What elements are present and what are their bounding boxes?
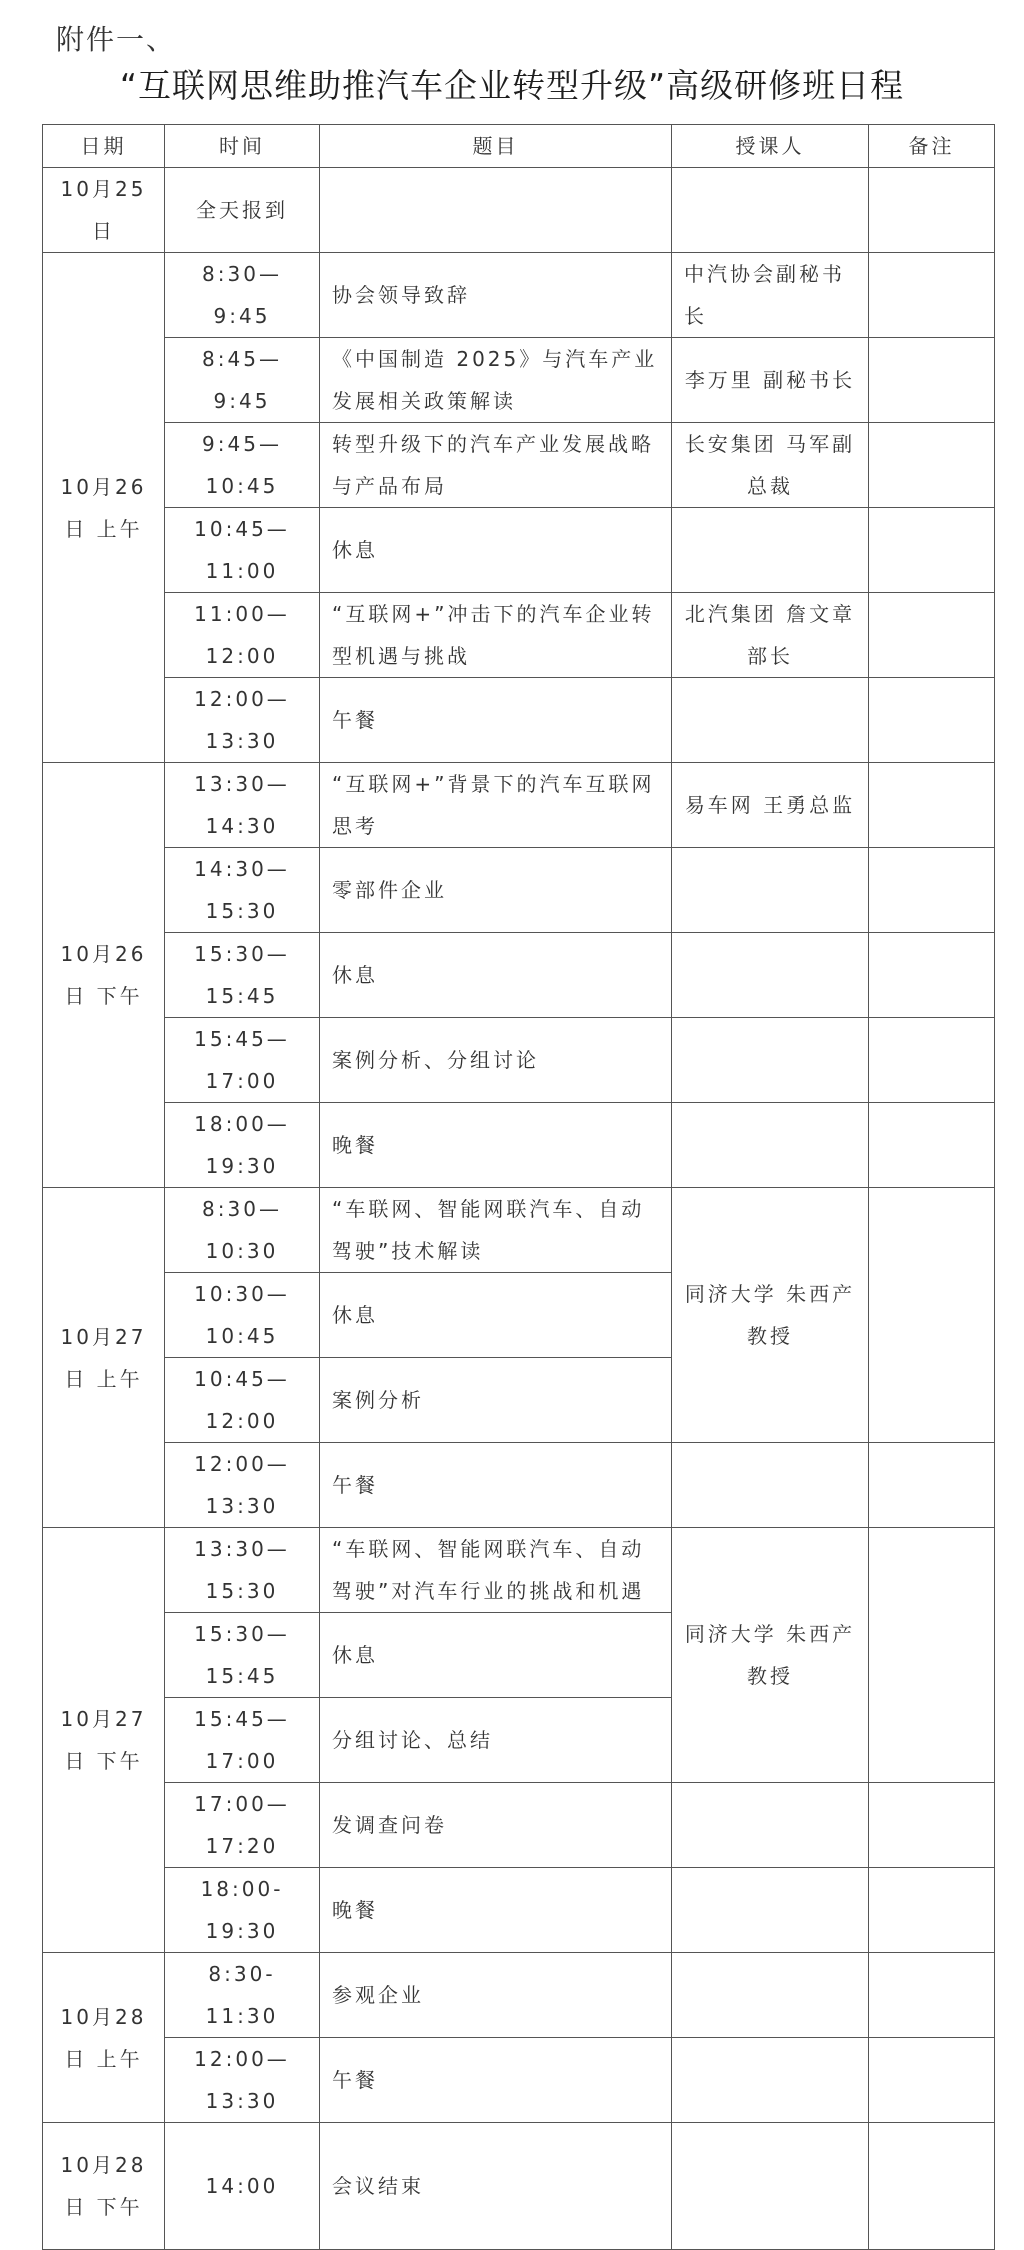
column-header-lecturer: 授课人 (672, 125, 869, 168)
topic-cell: 晚餐 (320, 1103, 672, 1188)
lecturer-cell (672, 848, 869, 933)
time-cell: 10:30—10:45 (165, 1273, 320, 1358)
time-cell: 18:00—19:30 (165, 1103, 320, 1188)
table-row (43, 423, 995, 508)
note-cell (869, 1443, 995, 1528)
topic-cell: “互联网+”背景下的汽车互联网思考 (320, 763, 672, 848)
time-cell: 10:45—12:00 (165, 1358, 320, 1443)
time-cell: 12:00—13:30 (165, 1443, 320, 1528)
topic-cell: 休息 (320, 1273, 672, 1358)
lecturer-cell (672, 1443, 869, 1528)
time-cell: 18:00-19:30 (165, 1868, 320, 1953)
table-row (43, 2123, 995, 2250)
lecturer-cell: 易车网 王勇总监 (672, 763, 869, 848)
time-cell: 13:30—15:30 (165, 1528, 320, 1613)
note-cell (869, 2038, 995, 2123)
topic-cell (320, 168, 672, 253)
note-cell (869, 423, 995, 508)
lecturer-cell: 长安集团 马军副总裁 (672, 423, 869, 508)
lecturer-cell (672, 1103, 869, 1188)
note-cell (869, 1953, 995, 2038)
topic-cell: 案例分析、分组讨论 (320, 1018, 672, 1103)
table-row (43, 1528, 995, 1613)
note-cell (869, 253, 995, 338)
topic-cell: 休息 (320, 508, 672, 593)
topic-cell: 会议结束 (320, 2123, 672, 2250)
lecturer-cell: 中汽协会副秘书长 (672, 253, 869, 338)
time-cell: 17:00—17:20 (165, 1783, 320, 1868)
time-cell: 8:30—10:30 (165, 1188, 320, 1273)
table-row (43, 1103, 995, 1188)
page-title: “互联网思维助推汽车企业转型升级”高级研修班日程 (119, 66, 905, 105)
time-cell: 8:30—9:45 (165, 253, 320, 338)
table-row (43, 338, 995, 423)
time-cell: 14:00 (165, 2123, 320, 2250)
lecturer-cell (672, 1018, 869, 1103)
lecturer-cell (672, 2123, 869, 2250)
topic-cell: “车联网、智能网联汽车、自动驾驶”对汽车行业的挑战和机遇 (320, 1528, 672, 1613)
note-cell (869, 168, 995, 253)
table-row (43, 508, 995, 593)
note-cell (869, 1528, 995, 1783)
time-cell: 15:45—17:00 (165, 1018, 320, 1103)
note-cell (869, 593, 995, 678)
topic-cell: “车联网、智能网联汽车、自动驾驶”技术解读 (320, 1188, 672, 1273)
table-row (43, 763, 995, 848)
attachment-label: 附件一、 (56, 23, 177, 56)
topic-cell: 参观企业 (320, 1953, 672, 2038)
table-row (43, 1868, 995, 1953)
date-cell: 10月28日 下午 (43, 2123, 165, 2250)
time-cell: 12:00—13:30 (165, 2038, 320, 2123)
lecturer-cell (672, 1953, 869, 2038)
topic-cell: 案例分析 (320, 1358, 672, 1443)
table-row (43, 1443, 995, 1528)
time-cell: 12:00—13:30 (165, 678, 320, 763)
lecturer-cell (672, 933, 869, 1018)
date-cell: 10月27日 上午 (43, 1188, 165, 1528)
lecturer-cell (672, 168, 869, 253)
topic-cell: 零部件企业 (320, 848, 672, 933)
date-cell: 10月26日 上午 (43, 253, 165, 763)
topic-cell: 午餐 (320, 2038, 672, 2123)
lecturer-cell: 同济大学 朱西产教授 (672, 1528, 869, 1783)
date-cell: 10月28日 上午 (43, 1953, 165, 2123)
date-cell: 10月27日 下午 (43, 1528, 165, 1953)
topic-cell: 午餐 (320, 1443, 672, 1528)
lecturer-cell (672, 1868, 869, 1953)
time-cell: 8:45—9:45 (165, 338, 320, 423)
time-cell: 9:45—10:45 (165, 423, 320, 508)
table-row (43, 1953, 995, 2038)
date-cell: 10月26日 下午 (43, 763, 165, 1188)
note-cell (869, 1103, 995, 1188)
note-cell (869, 1868, 995, 1953)
table-row (43, 168, 995, 253)
lecturer-cell (672, 678, 869, 763)
lecturer-cell: 李万里 副秘书长 (672, 338, 869, 423)
table-row (43, 593, 995, 678)
schedule-table (42, 124, 995, 2250)
time-cell: 15:30—15:45 (165, 1613, 320, 1698)
table-row (43, 1783, 995, 1868)
table-row (43, 678, 995, 763)
note-cell (869, 1783, 995, 1868)
column-header-note: 备注 (869, 125, 995, 168)
topic-cell: 《中国制造 2025》与汽车产业发展相关政策解读 (320, 338, 672, 423)
topic-cell: 发调查问卷 (320, 1783, 672, 1868)
topic-cell: 晚餐 (320, 1868, 672, 1953)
lecturer-cell (672, 508, 869, 593)
table-header-row (43, 125, 995, 168)
time-cell: 11:00—12:00 (165, 593, 320, 678)
lecturer-cell: 北汽集团 詹文章部长 (672, 593, 869, 678)
column-header-time: 时间 (165, 125, 320, 168)
table-row (43, 253, 995, 338)
topic-cell: 休息 (320, 933, 672, 1018)
topic-cell: 分组讨论、总结 (320, 1698, 672, 1783)
lecturer-cell (672, 2038, 869, 2123)
table-row (43, 1018, 995, 1103)
table-row (43, 2038, 995, 2123)
topic-cell: 午餐 (320, 678, 672, 763)
topic-cell: 休息 (320, 1613, 672, 1698)
time-cell: 14:30—15:30 (165, 848, 320, 933)
lecturer-cell (672, 1783, 869, 1868)
topic-cell: 转型升级下的汽车产业发展战略与产品布局 (320, 423, 672, 508)
table-row (43, 933, 995, 1018)
table-row (43, 1188, 995, 1273)
note-cell (869, 2123, 995, 2250)
note-cell (869, 338, 995, 423)
table-row (43, 848, 995, 933)
note-cell (869, 763, 995, 848)
note-cell (869, 678, 995, 763)
time-cell: 15:45—17:00 (165, 1698, 320, 1783)
note-cell (869, 1188, 995, 1443)
time-cell: 15:30—15:45 (165, 933, 320, 1018)
time-cell: 10:45—11:00 (165, 508, 320, 593)
date-cell: 10月25日 (43, 168, 165, 253)
column-header-topic: 题目 (320, 125, 672, 168)
note-cell (869, 933, 995, 1018)
time-cell: 8:30-11:30 (165, 1953, 320, 2038)
note-cell (869, 508, 995, 593)
time-cell: 全天报到 (165, 168, 320, 253)
topic-cell: 协会领导致辞 (320, 253, 672, 338)
lecturer-cell: 同济大学 朱西产教授 (672, 1188, 869, 1443)
note-cell (869, 1018, 995, 1103)
time-cell: 13:30—14:30 (165, 763, 320, 848)
column-header-date: 日期 (43, 125, 165, 168)
note-cell (869, 848, 995, 933)
topic-cell: “互联网+”冲击下的汽车企业转型机遇与挑战 (320, 593, 672, 678)
